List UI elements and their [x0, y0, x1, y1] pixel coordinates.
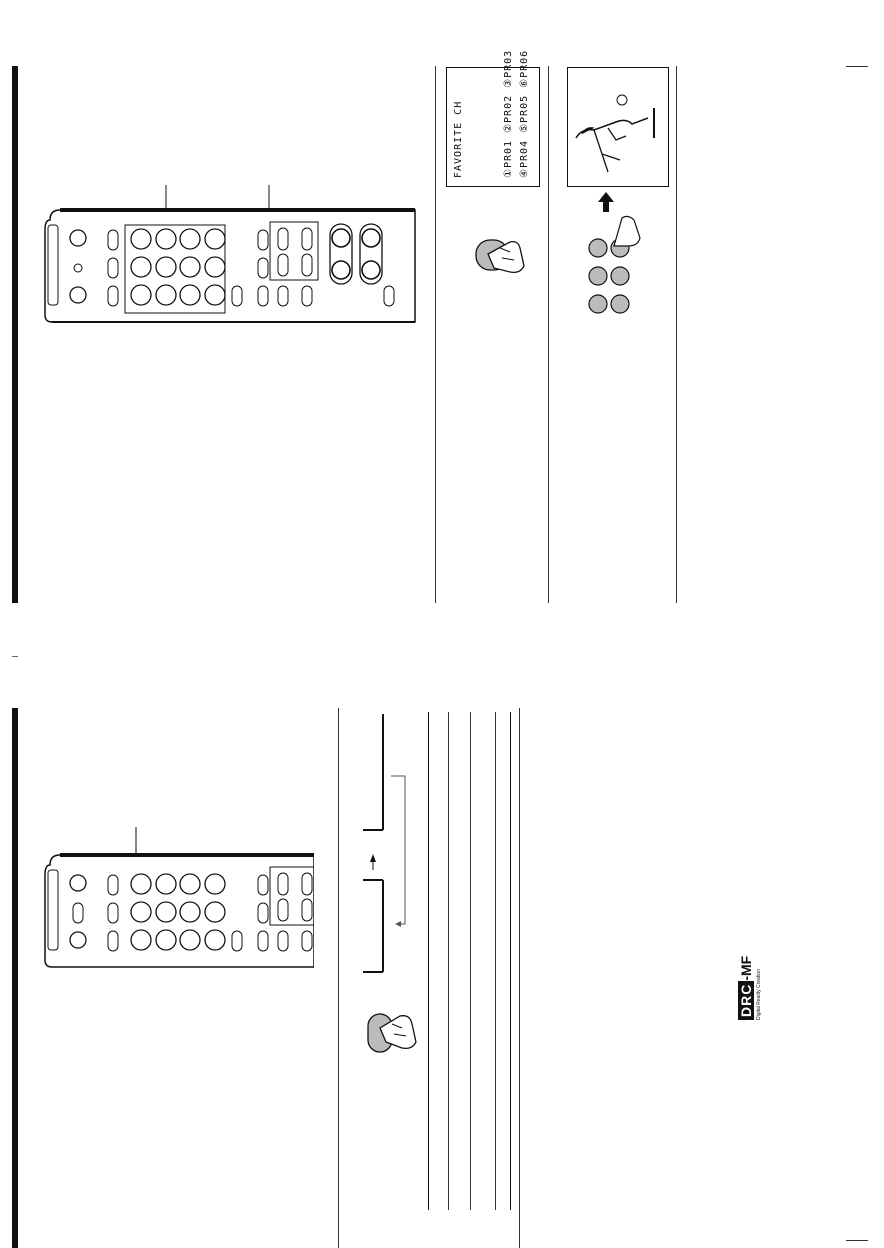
soccer-player-icon [568, 68, 668, 186]
column-divider [676, 66, 677, 603]
table-line [495, 712, 496, 1210]
logo-mark: DRC [738, 981, 754, 1020]
drc-mf-logo [738, 956, 762, 1020]
column-divider [519, 708, 520, 1248]
arrow-up-icon [598, 192, 614, 212]
number-buttons [584, 212, 644, 316]
remote-illustration-top [40, 180, 420, 325]
favorite-channel-screen [446, 49, 540, 187]
favorite-title: FAVORITE CH [453, 100, 464, 178]
left-margin-bar-top [12, 66, 18, 603]
hand-press-icon [470, 232, 530, 276]
mode-cycle-diagram [355, 710, 415, 980]
column-divider [548, 66, 549, 603]
remote-illustration-bottom [40, 825, 314, 970]
table-line [448, 712, 449, 1210]
column-divider [338, 708, 339, 1248]
hand-press-icon-bottom [360, 1008, 420, 1058]
favorite-row-2: ④PR04 ⑤PR05 ⑥PR06 [519, 49, 530, 178]
left-margin-bar-bottom [12, 708, 18, 1248]
table-line [428, 712, 429, 1210]
favorite-row-1: ①PR01 ②PR02 ③PR03 [503, 49, 514, 178]
column-divider [435, 66, 436, 603]
logo-suffix: -MF [738, 955, 754, 981]
table-line [470, 712, 471, 1210]
corner-mark [846, 66, 868, 67]
center-tick [12, 656, 18, 657]
logo-caption: Digital Reality Creation [756, 969, 762, 1020]
soccer-screen [567, 67, 669, 187]
table-line [510, 712, 511, 1210]
corner-mark [846, 1240, 868, 1241]
